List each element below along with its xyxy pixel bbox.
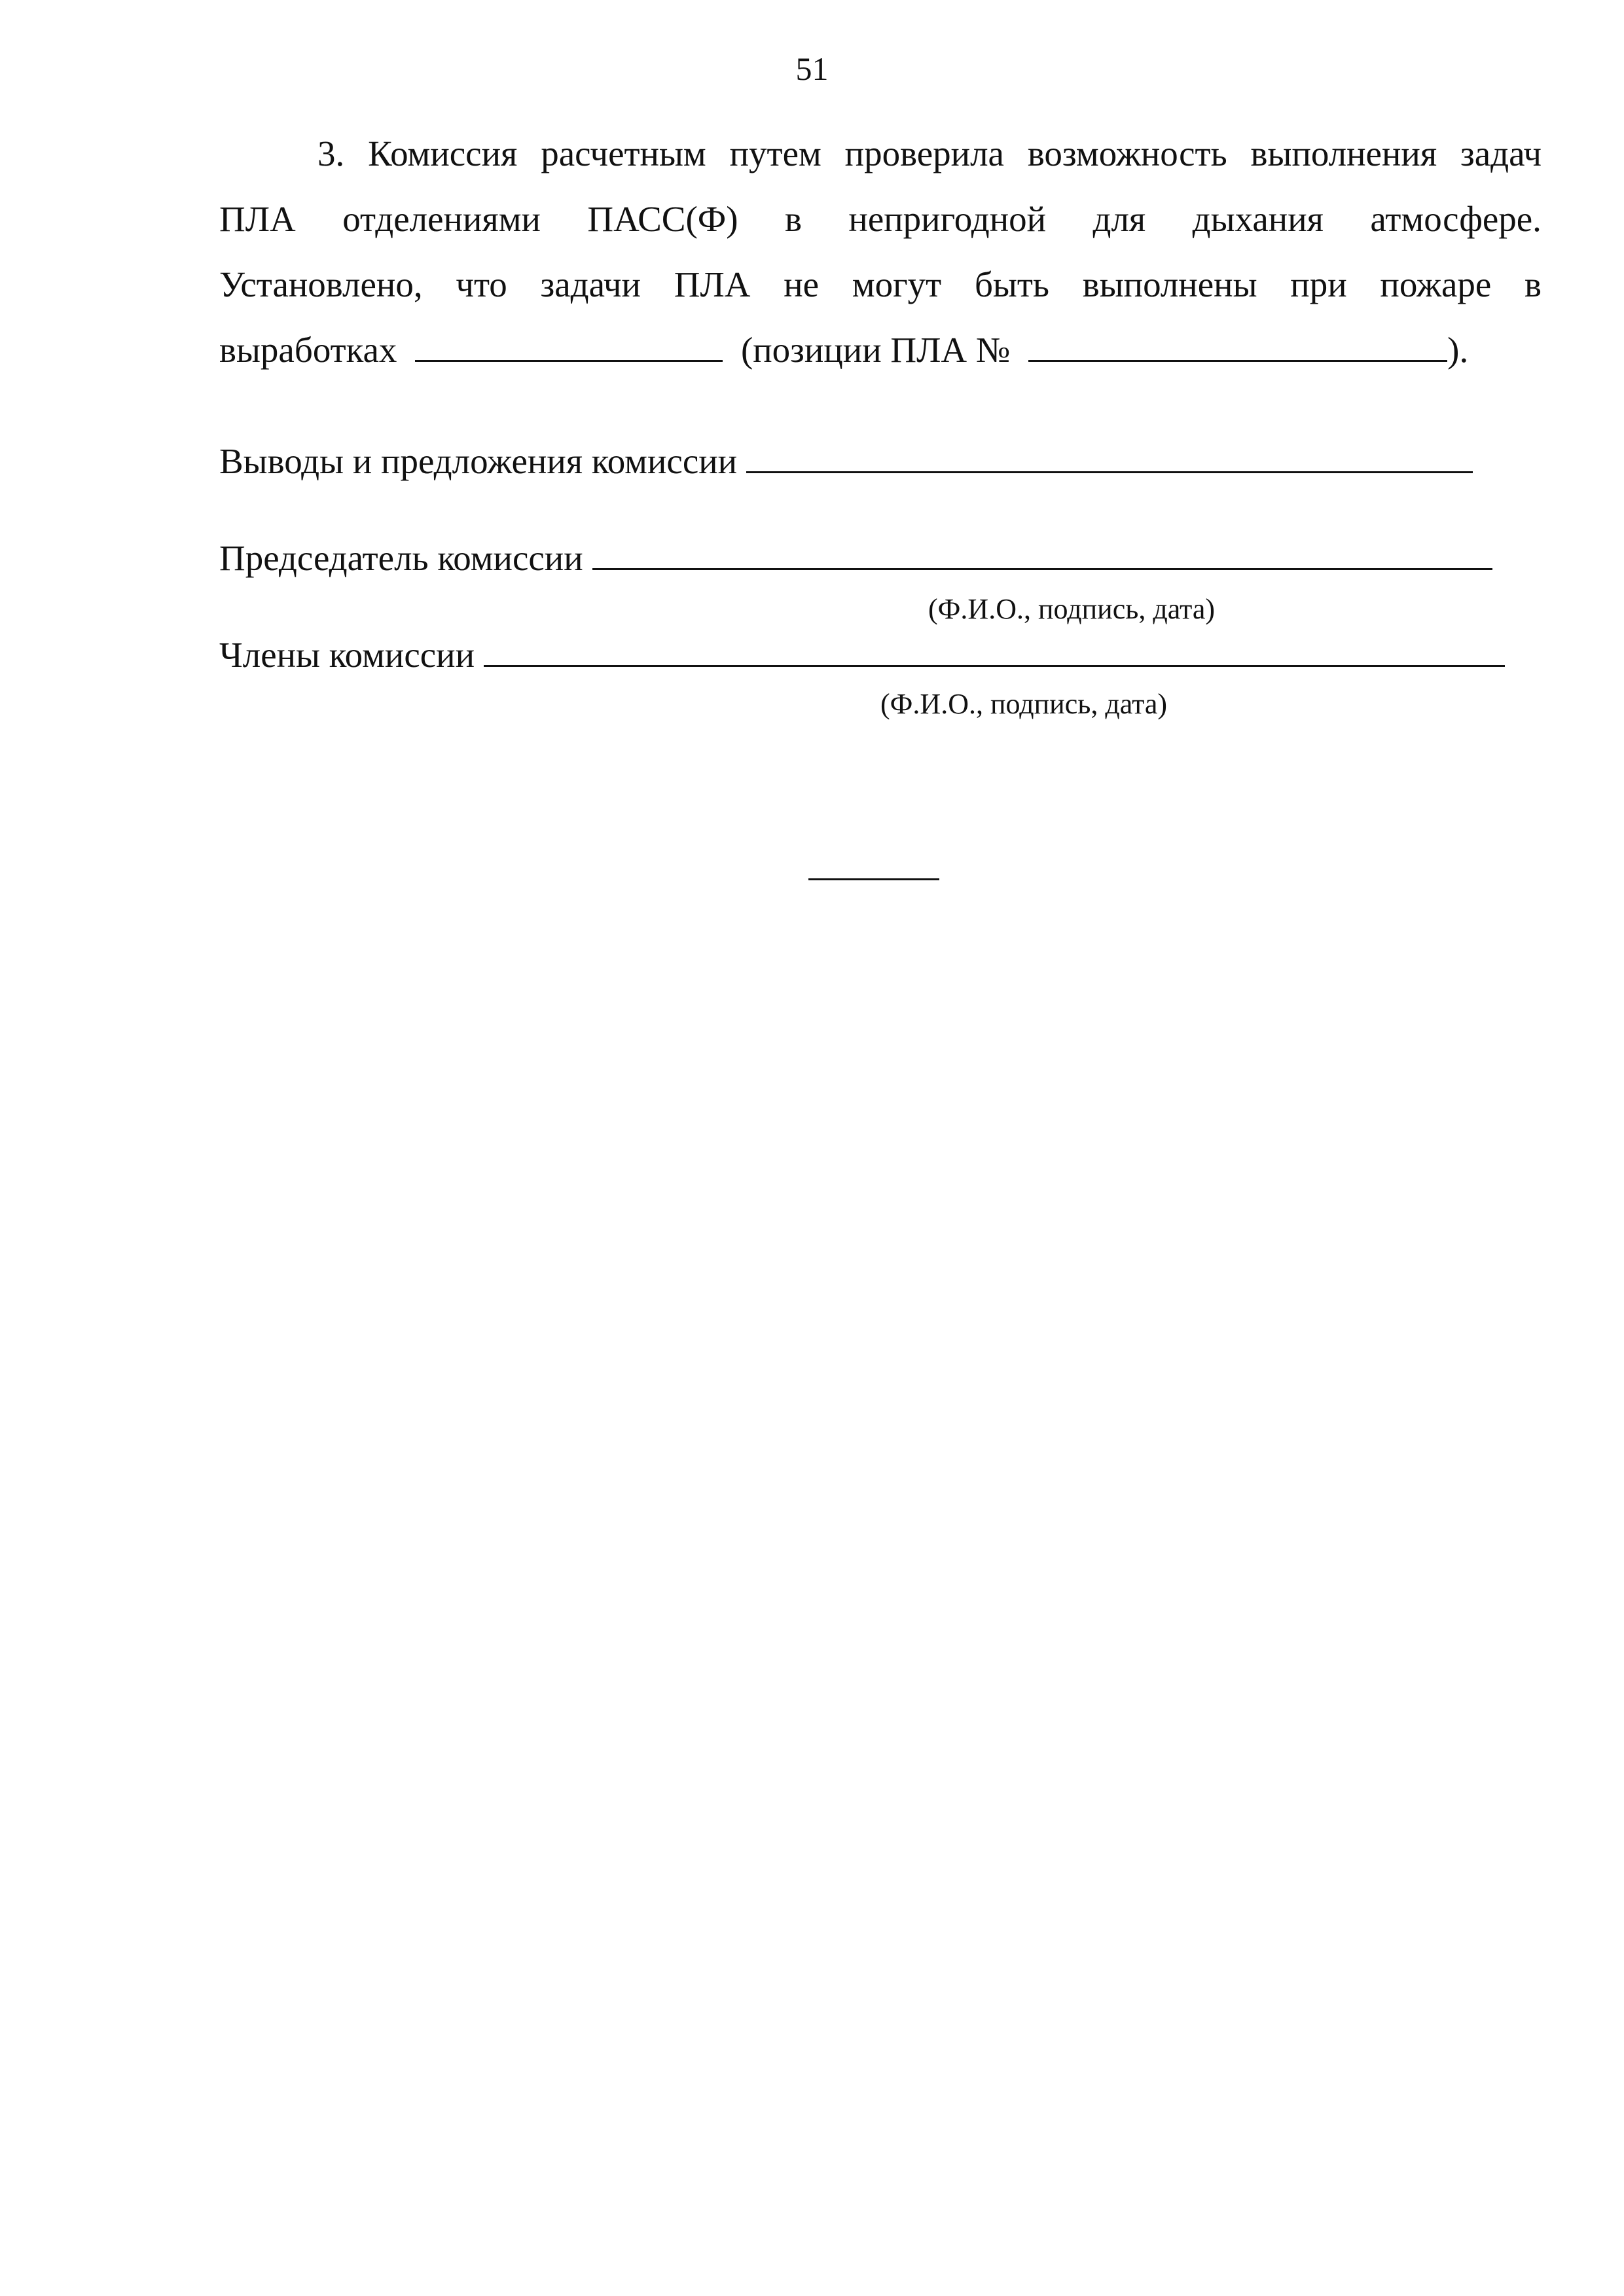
workings-blank-field[interactable] bbox=[415, 327, 723, 362]
plan-position-label: (позиции ПЛА № bbox=[740, 330, 1011, 370]
word: Комиссия bbox=[368, 134, 518, 173]
word: могут bbox=[852, 264, 942, 304]
word: задачи bbox=[540, 264, 641, 304]
closing-punctuation: ). bbox=[1447, 330, 1469, 370]
word: для bbox=[1092, 199, 1146, 239]
chairman-label: Председатель комиссии bbox=[219, 538, 583, 578]
members-label: Члены комиссии bbox=[219, 635, 475, 675]
word: задач bbox=[1460, 134, 1542, 173]
word: дыхания bbox=[1192, 199, 1324, 239]
chairman-caption: (Ф.И.О., подпись, дата) bbox=[928, 593, 1216, 625]
word: что bbox=[456, 264, 507, 304]
paragraph-3-line-1 bbox=[219, 131, 1542, 177]
paragraph-3-line-2 bbox=[219, 196, 1542, 242]
conclusions-row bbox=[219, 439, 1473, 484]
word: Установлено, bbox=[219, 264, 423, 304]
members-blank-field[interactable] bbox=[484, 632, 1505, 667]
conclusions-blank-field[interactable] bbox=[746, 439, 1473, 473]
page-number: 51 bbox=[795, 50, 829, 87]
members-caption: (Ф.И.О., подпись, дата) bbox=[880, 688, 1168, 720]
word: в bbox=[784, 199, 802, 239]
word: атмосфере. bbox=[1370, 199, 1542, 239]
word: путем bbox=[729, 134, 821, 173]
word: пожаре bbox=[1380, 264, 1492, 304]
word: при bbox=[1290, 264, 1347, 304]
word: ПЛА bbox=[219, 199, 296, 239]
word: проверила bbox=[844, 134, 1004, 173]
plan-position-blank-field[interactable] bbox=[1028, 327, 1447, 362]
word: не bbox=[784, 264, 820, 304]
word: выполнены bbox=[1082, 264, 1257, 304]
word: выполнения bbox=[1250, 134, 1437, 173]
word: ПЛА bbox=[674, 264, 751, 304]
chairman-blank-field[interactable] bbox=[592, 535, 1492, 570]
members-row bbox=[219, 632, 1505, 678]
chairman-row bbox=[219, 535, 1492, 581]
paragraph-3-line-3 bbox=[219, 262, 1542, 308]
word: быть bbox=[974, 264, 1049, 304]
paragraph-3-line-4 bbox=[219, 327, 1542, 373]
word: возможность bbox=[1027, 134, 1227, 173]
workings-label: выработках bbox=[219, 330, 397, 370]
end-rule bbox=[808, 878, 939, 880]
word: непригодной bbox=[848, 199, 1047, 239]
conclusions-label: Выводы и предложения комиссии bbox=[219, 441, 738, 481]
word: ПАСС(Ф) bbox=[587, 199, 738, 239]
word: отделениями bbox=[342, 199, 541, 239]
word: в bbox=[1525, 264, 1542, 304]
word: 3. bbox=[317, 134, 345, 173]
word: расчетным bbox=[541, 134, 706, 173]
